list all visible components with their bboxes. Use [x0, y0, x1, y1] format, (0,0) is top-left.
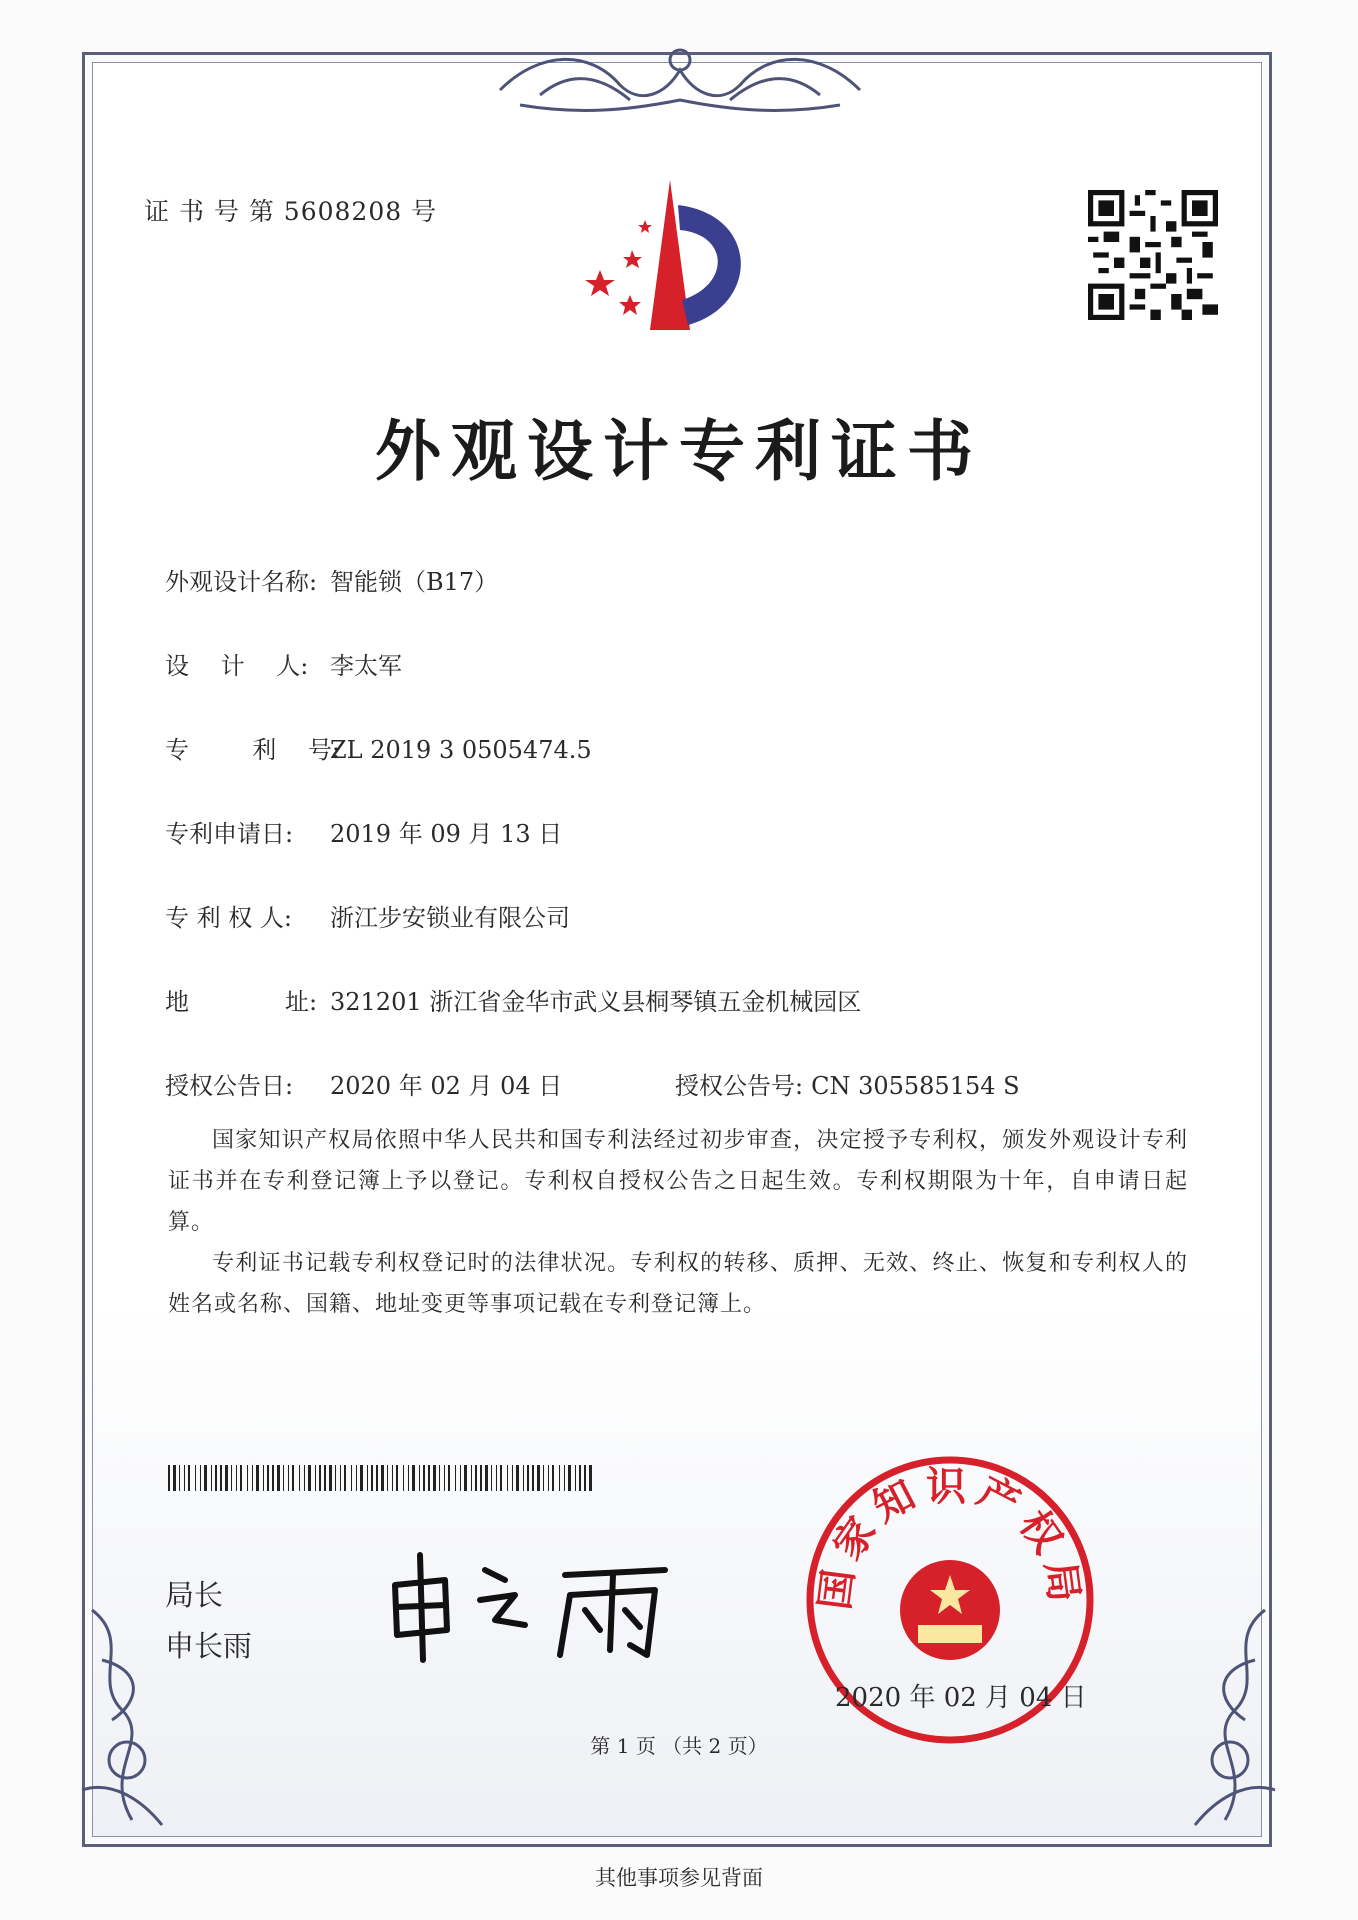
- certificate-body: [168, 1120, 1188, 1325]
- patent-office-emblem: [570, 175, 780, 335]
- patent-number-field: [165, 730, 592, 765]
- address-label: 地 址:: [165, 988, 318, 1016]
- announcement-number-label: 授权公告号:: [675, 1072, 804, 1100]
- body-paragraph-2: 专利证书记载专利权登记时的法律状况。专利权的转移、质押、无效、终止、恢复和专利权人的姓名或名称、国籍、地址变更等事项记载在专利登记簿上。: [168, 1251, 1188, 1317]
- patent-number-label: 专 利 号:: [165, 736, 340, 764]
- announcement-number-field: [675, 1066, 1020, 1101]
- grant-date-field: [165, 1066, 562, 1101]
- filing-date-label: 专利申请日:: [165, 820, 294, 848]
- patent-number-value: ZL 2019 3 0505474.5: [330, 736, 592, 764]
- patentee-value: 浙江步安锁业有限公司: [330, 904, 570, 932]
- footer-note: 其他事项参见背面: [595, 1866, 763, 1890]
- grant-date-label: 授权公告日:: [165, 1072, 294, 1100]
- page-indicator: 第 1 页 （共 2 页）: [590, 1734, 768, 1758]
- director-signature: [385, 1535, 685, 1665]
- address-field: [165, 982, 861, 1017]
- filing-date-field: [165, 814, 562, 849]
- qr-code: [1088, 190, 1218, 320]
- design-name-field: [165, 562, 498, 597]
- top-ornament: [480, 40, 880, 120]
- patentee-field: [165, 898, 570, 933]
- barcode: [168, 1465, 593, 1491]
- address-value: 321201 浙江省金华市武义县桐琴镇五金机械园区: [330, 988, 862, 1016]
- certificate-number: 证 书 号 第 5608208 号: [144, 197, 438, 226]
- design-name-value: 智能锁（B17）: [330, 568, 499, 596]
- designer-value: 李太军: [330, 652, 402, 680]
- director-title: 局长: [165, 1578, 224, 1612]
- bottom-right-ornament: [1175, 1600, 1285, 1830]
- grant-date-value: 2020 年 02 月 04 日: [330, 1072, 563, 1100]
- filing-date-value: 2019 年 09 月 13 日: [330, 820, 563, 848]
- seal-text: 国家知识产权局: [812, 1464, 1088, 1613]
- designer-label: 设 计 人:: [165, 652, 309, 680]
- seal-date: 2020 年 02 月 04 日: [835, 1683, 1087, 1713]
- certificate-title: 外观设计专利证书: [375, 413, 983, 490]
- director-name: 申长雨: [165, 1629, 253, 1663]
- body-paragraph-1: 国家知识产权局依照中华人民共和国专利法经过初步审查，决定授予专利权，颁发外观设计专利证书并在专利登记簿上予以登记。专利权自授权公告之日起生效。专利权期限为十年，自申请日起算。: [168, 1128, 1188, 1235]
- designer-field: [165, 646, 402, 681]
- announcement-number-value: CN 305585154 S: [811, 1072, 1020, 1100]
- patentee-label: 专 利 权 人:: [165, 904, 292, 932]
- design-name-label: 外观设计名称:: [165, 568, 318, 596]
